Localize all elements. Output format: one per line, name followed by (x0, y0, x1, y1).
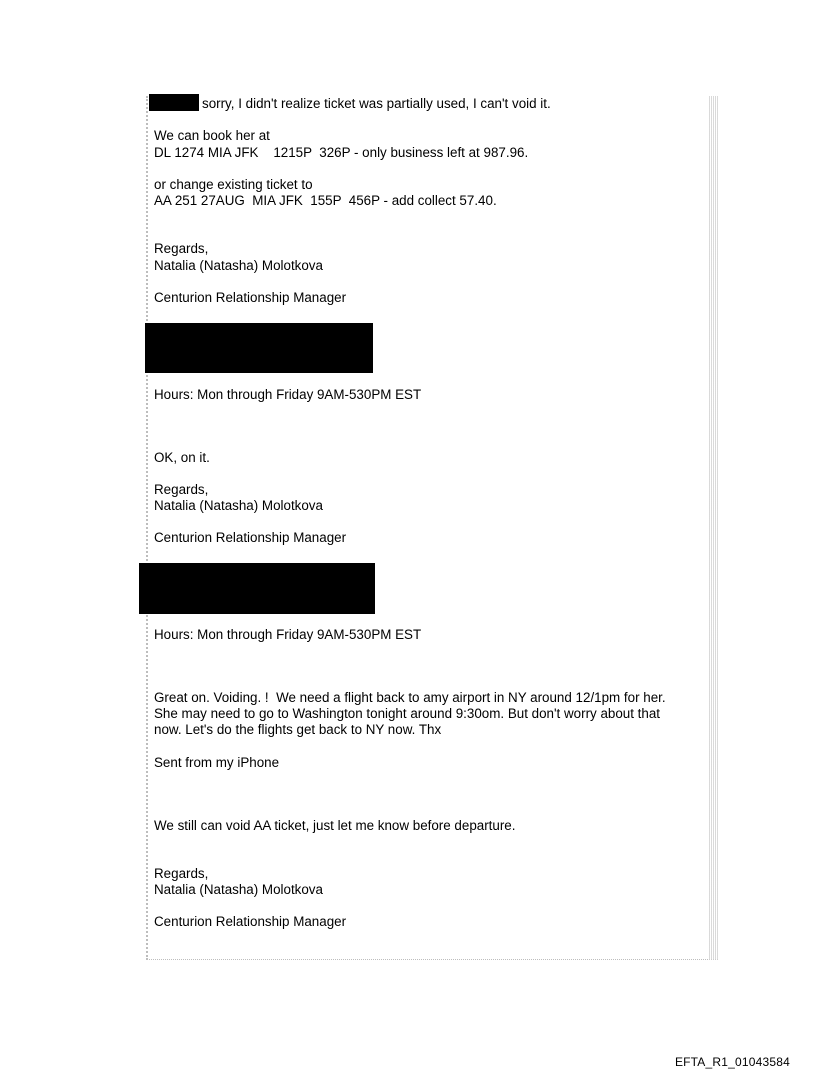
email-text-line: OK, on it. (154, 450, 210, 465)
document-id: EFTA_R1_01043584 (674, 1055, 790, 1069)
frame-right-border (709, 96, 719, 960)
signature-title: Centurion Relationship Manager (154, 914, 347, 929)
signature-title: Centurion Relationship Manager (154, 290, 347, 305)
signature-title: Centurion Relationship Manager (154, 530, 347, 545)
email-text-line: We can book her at (154, 128, 270, 143)
email-text-line: or change existing ticket to (154, 177, 313, 192)
email-text-line: We still can void AA ticket, just let me know before departure. (154, 818, 516, 833)
signature-hours: Hours: Mon through Friday 9AM-530PM EST (154, 627, 422, 642)
email-text-line: AA 251 27AUG MIA JFK 155P 456P - add collect 57.40. (154, 193, 497, 208)
email-text-line: She may need to go to Washington tonight around 9:30om. But don't worry about that (154, 706, 661, 721)
email-text-line: sorry, I didn't realize ticket was partially used, I can't void it. (202, 96, 551, 111)
redaction-block (145, 323, 373, 373)
email-text-line: now. Let's do the flights get back to NY now. Thx (154, 722, 442, 737)
signature-regards: Regards, (154, 241, 209, 256)
redaction-block (149, 94, 199, 111)
email-signature: Sent from my iPhone (154, 755, 280, 770)
signature-name: Natalia (Natasha) Molotkova (154, 882, 323, 897)
redaction-block (139, 563, 375, 614)
email-text-line: Great on. Voiding. ! We need a flight back to amy airport in NY around 12/1pm for her. (154, 690, 666, 705)
email-text-line: DL 1274 MIA JFK 1215P 326P - only business left at 987.96. (154, 145, 529, 160)
signature-regards: Regards, (154, 482, 209, 497)
signature-hours: Hours: Mon through Friday 9AM-530PM EST (154, 387, 422, 402)
signature-regards: Regards, (154, 866, 209, 881)
signature-name: Natalia (Natasha) Molotkova (154, 498, 323, 513)
signature-name: Natalia (Natasha) Molotkova (154, 258, 323, 273)
